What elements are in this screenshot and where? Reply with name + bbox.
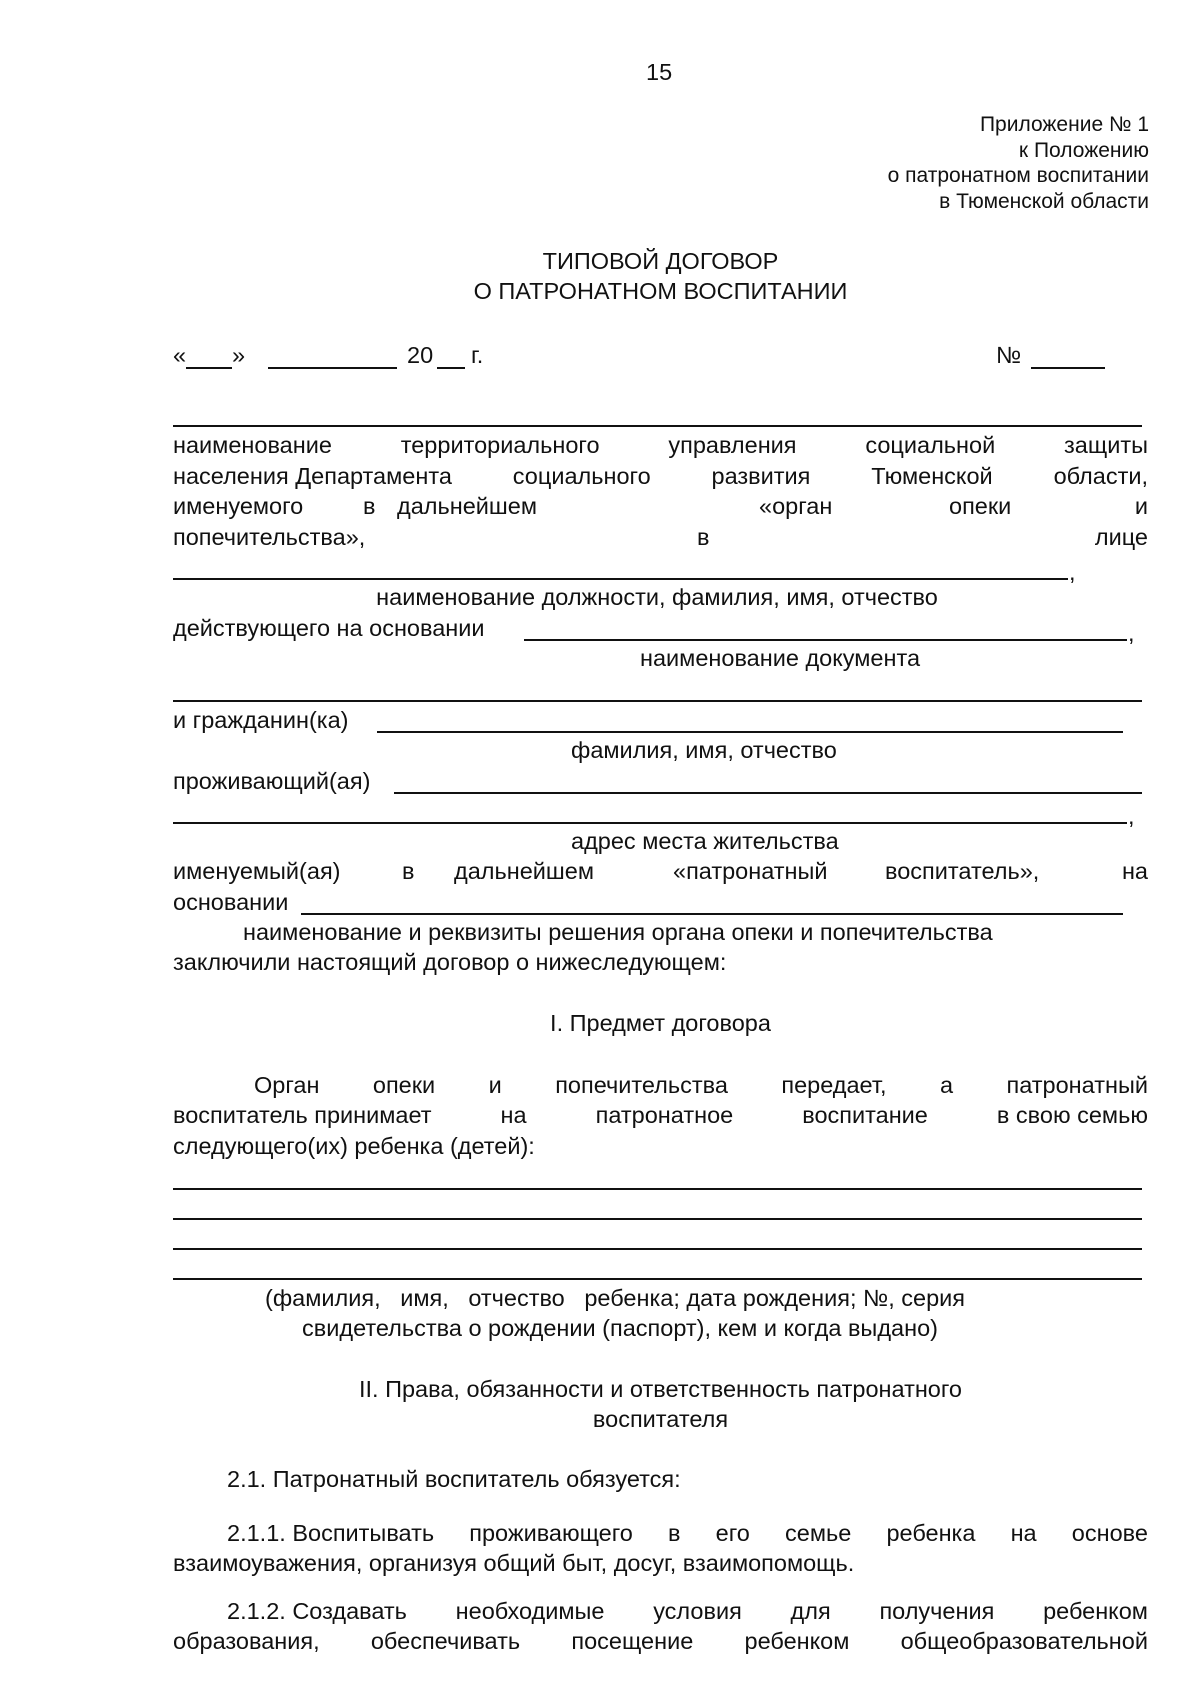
para-word: 2.1.2. Создавать [227,1598,407,1624]
para-word: а [939,1072,954,1098]
org-name-blank[interactable] [173,425,1142,427]
para-word: воспитание [802,1102,928,1128]
para-word: в [668,1520,681,1546]
org-word: лице [1094,524,1148,550]
comma: , [1128,803,1135,829]
para-word: на [500,1102,527,1128]
title-line-2: О ПАТРОНАТНОМ ВОСПИТАНИИ [473,278,848,304]
para-word: патронатный [1006,1072,1148,1098]
citizen-label: и гражданин(ка) [173,707,349,733]
para-word: его [715,1520,750,1546]
number-sign: № [996,342,1022,368]
position-caption: наименование должности, фамилия, имя, отчество [376,584,938,610]
org-word: именуемого [173,493,304,519]
comma: , [1128,620,1135,646]
year-suffix: г. [471,342,484,368]
para-word: необходимые [455,1598,605,1624]
appendix-line-1: Приложение № 1 [979,113,1149,136]
year-prefix: 20 [407,342,434,368]
clause-2-1-1-line-1 [227,1518,1148,1548]
org-word: попечительства», [173,524,366,550]
child-blank-1[interactable] [173,1188,1142,1190]
para-word: посещение [571,1628,694,1654]
date-close-quote: » [232,342,246,368]
clause-2-1: 2.1. Патронатный воспитатель обязуется: [227,1466,681,1492]
org-word: в [363,493,376,519]
date-open-quote: « [173,342,187,368]
child-caption-2: свидетельства о рождении (паспорт), кем и когда выдано) [302,1315,938,1341]
document-title [173,246,1148,306]
named-word: именуемый(ая) [173,858,341,884]
document-blank[interactable] [173,700,1142,702]
org-word: населения Департамента [173,463,452,489]
org-word: и [1134,493,1148,519]
org-line-3 [173,491,1148,521]
para-word: Орган [254,1072,320,1098]
residing-label: проживающий(ая) [173,768,371,794]
number-blank[interactable] [1031,367,1105,369]
section-1-line-1 [254,1070,1148,1100]
para-word: проживающего [469,1520,633,1546]
address-caption: адрес места жительства [571,828,839,854]
child-blank-2[interactable] [173,1218,1142,1220]
decision-blank[interactable] [301,913,1123,915]
title-line-1: ТИПОВОЙ ДОГОВОР [542,248,779,274]
para-word: на [1010,1520,1037,1546]
section-2-heading-line-2: воспитателя [592,1406,729,1432]
para-word: ребенком [744,1628,850,1654]
acting-label: действующего на основании [173,615,485,641]
decision-caption: наименование и реквизиты решения органа опеки и попечительства [243,919,993,945]
acting-basis-blank[interactable] [524,639,1127,641]
comma: , [1069,559,1076,585]
para-word: опеки [372,1072,436,1098]
org-word: управления [668,432,797,458]
named-word: «патронатный [673,858,828,884]
appendix-line-3: о патронатном воспитании [887,164,1149,187]
para-word: и [488,1072,502,1098]
para-word: в свою семью [996,1102,1148,1128]
para-word: условия [653,1598,742,1624]
org-word: территориального [400,432,600,458]
org-word: в [697,524,710,550]
org-word: Тюменской [871,463,993,489]
para-word: ребенком [1043,1598,1148,1624]
address-blank-2[interactable] [173,822,1127,824]
appendix-line-4: в Тюменской области [939,189,1149,213]
para-word: ребенка [886,1520,976,1546]
para-word: патронатное [595,1102,734,1128]
org-word: дальнейшем [397,493,537,519]
section-2-heading-line-1: II. Права, обязанности и ответственность патронатного [358,1376,962,1402]
citizen-name-blank[interactable] [377,731,1123,733]
year-blank[interactable] [437,367,465,369]
section-1-line-2 [173,1100,1148,1130]
para-word: воспитатель принимает [173,1102,432,1128]
appendix-block [888,112,1149,214]
para-word: обеспечивать [370,1628,521,1654]
org-line-2 [173,461,1148,491]
org-line-4 [173,522,1148,552]
named-word: в [402,858,415,884]
org-line-1 [173,430,1148,460]
para-word: передает, [781,1072,887,1098]
name-caption: фамилия, имя, отчество [571,737,837,763]
org-word: защиты [1064,432,1148,458]
org-word: области, [1053,463,1148,489]
child-blank-4[interactable] [173,1278,1142,1280]
org-word: социальной [865,432,996,458]
named-line [173,856,1148,886]
clause-2-1-1-line-2: взаимоуважения, организуя общий быт, досуг, взаимопомощь. [173,1550,855,1576]
org-word: наименование [173,432,332,458]
section-1-line-3: следующего(их) ребенка (детей): [173,1133,535,1159]
document-caption: наименование документа [640,645,921,671]
basis-label: основании [173,889,289,915]
named-word: воспитатель», [885,858,1040,884]
para-word: попечительства [555,1072,728,1098]
org-word: социального [512,463,651,489]
para-word: получения [879,1598,995,1624]
concluded-text: заключили настоящий договор о нижеследующем: [173,949,727,975]
clause-2-1-2-line-2 [173,1626,1148,1656]
page-number: 15 [646,59,673,85]
para-word: для [790,1598,831,1624]
child-caption-1: (фамилия, имя, отчество ребенка; дата рождения; №, серия [265,1285,966,1311]
para-word: основе [1071,1520,1148,1546]
org-word: развития [711,463,811,489]
org-word: «орган [759,493,833,519]
clause-2-1-2-line-1 [227,1596,1148,1626]
month-blank[interactable] [268,367,397,369]
named-word: на [1121,858,1148,884]
child-blank-3[interactable] [173,1248,1142,1250]
section-1-heading: I. Предмет договора [550,1010,771,1036]
appendix-line-2: к Положению [1018,138,1149,162]
official-name-blank[interactable] [173,578,1068,580]
para-word: общеобразовательной [900,1628,1148,1654]
named-word: дальнейшем [454,858,594,884]
para-word: семье [785,1520,852,1546]
para-word: образования, [173,1628,320,1654]
day-blank[interactable] [186,367,232,369]
address-blank-1[interactable] [394,792,1142,794]
section-2-heading [173,1374,1148,1434]
para-word: 2.1.1. Воспитывать [227,1520,435,1546]
org-word: опеки [949,493,1012,519]
